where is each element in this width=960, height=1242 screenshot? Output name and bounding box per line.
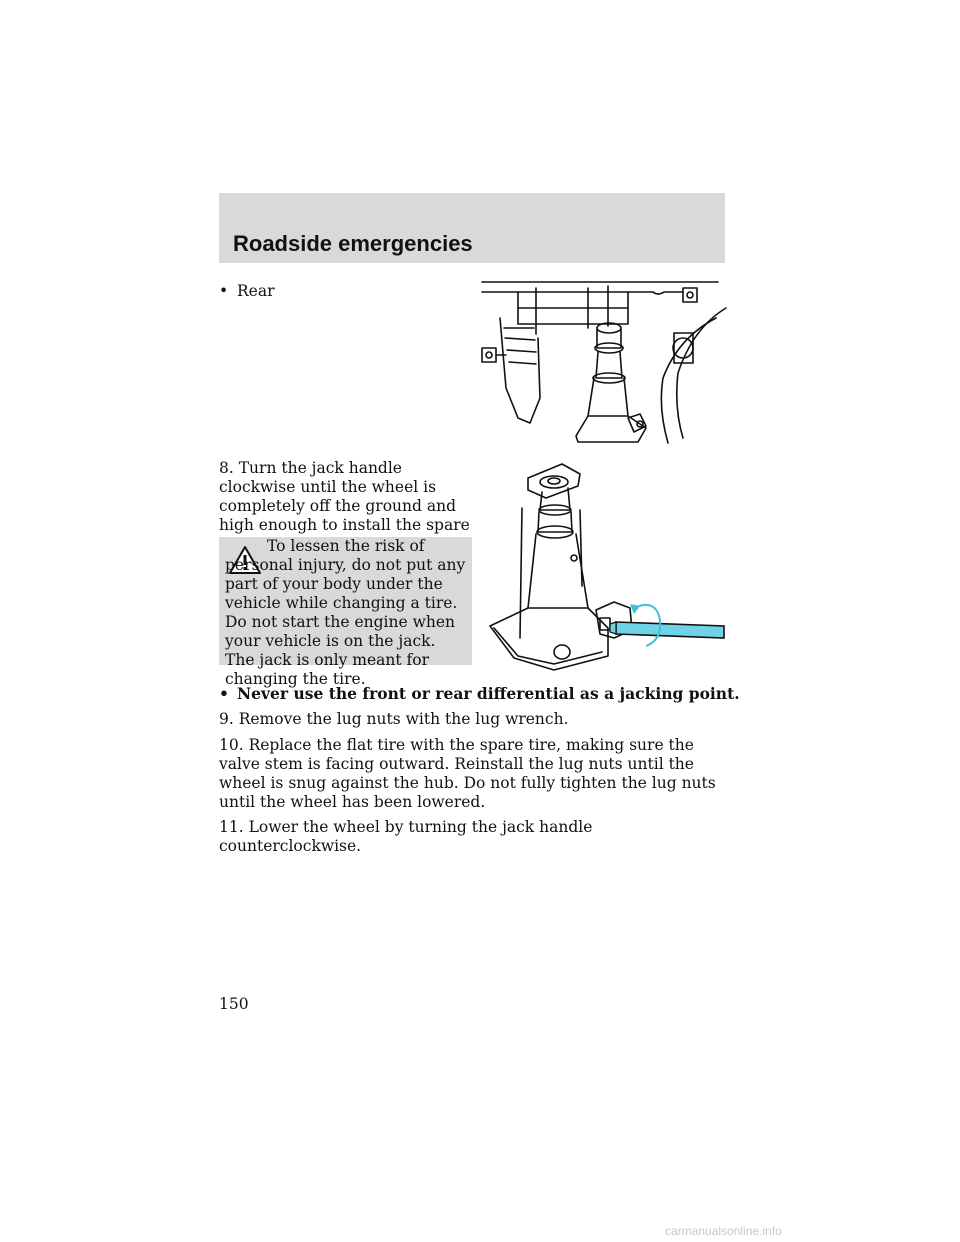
bullet-dot: •	[219, 684, 229, 703]
bullet-rear	[219, 282, 275, 301]
warning-box	[219, 537, 472, 688]
step-8: 8. Turn the jack handle clockwise until the wheel is completely off the ground and high enough to install the spare	[219, 459, 470, 534]
page-number: 150	[219, 995, 249, 1013]
bullet-dot: •	[219, 282, 229, 300]
bullet-differential-text: Never use the front or rear differential as a jacking point.	[237, 684, 740, 703]
step-9: 9. Remove the lug nuts with the lug wrench.	[219, 710, 569, 728]
warning-text: To lessen the risk of personal injury, do not put any part of your body under the vehicle while changing a tire. Do not start the engine when your vehicle is on the jack. The jack is only meant for changing the tire.	[225, 537, 466, 688]
step-10: 10. Replace the flat tire with the spare tire, making sure the valve stem is facing outward. Reinstall the lug nuts until the wheel is snug against the hub. Do not fully tighten the lug nuts until the wheel has been lowered.	[219, 736, 716, 811]
section-title: Roadside emergencies	[233, 231, 473, 256]
bullet-rear-text: Rear	[237, 282, 275, 300]
jack-handle-illustration	[484, 458, 728, 680]
step-11: 11. Lower the wheel by turning the jack handle counterclockwise.	[219, 818, 593, 855]
watermark-link[interactable]: carmanualsonline.info	[665, 1224, 782, 1238]
rear-jacking-point-illustration	[478, 278, 728, 446]
bullet-differential-warning	[219, 684, 740, 703]
section-header	[219, 193, 725, 263]
